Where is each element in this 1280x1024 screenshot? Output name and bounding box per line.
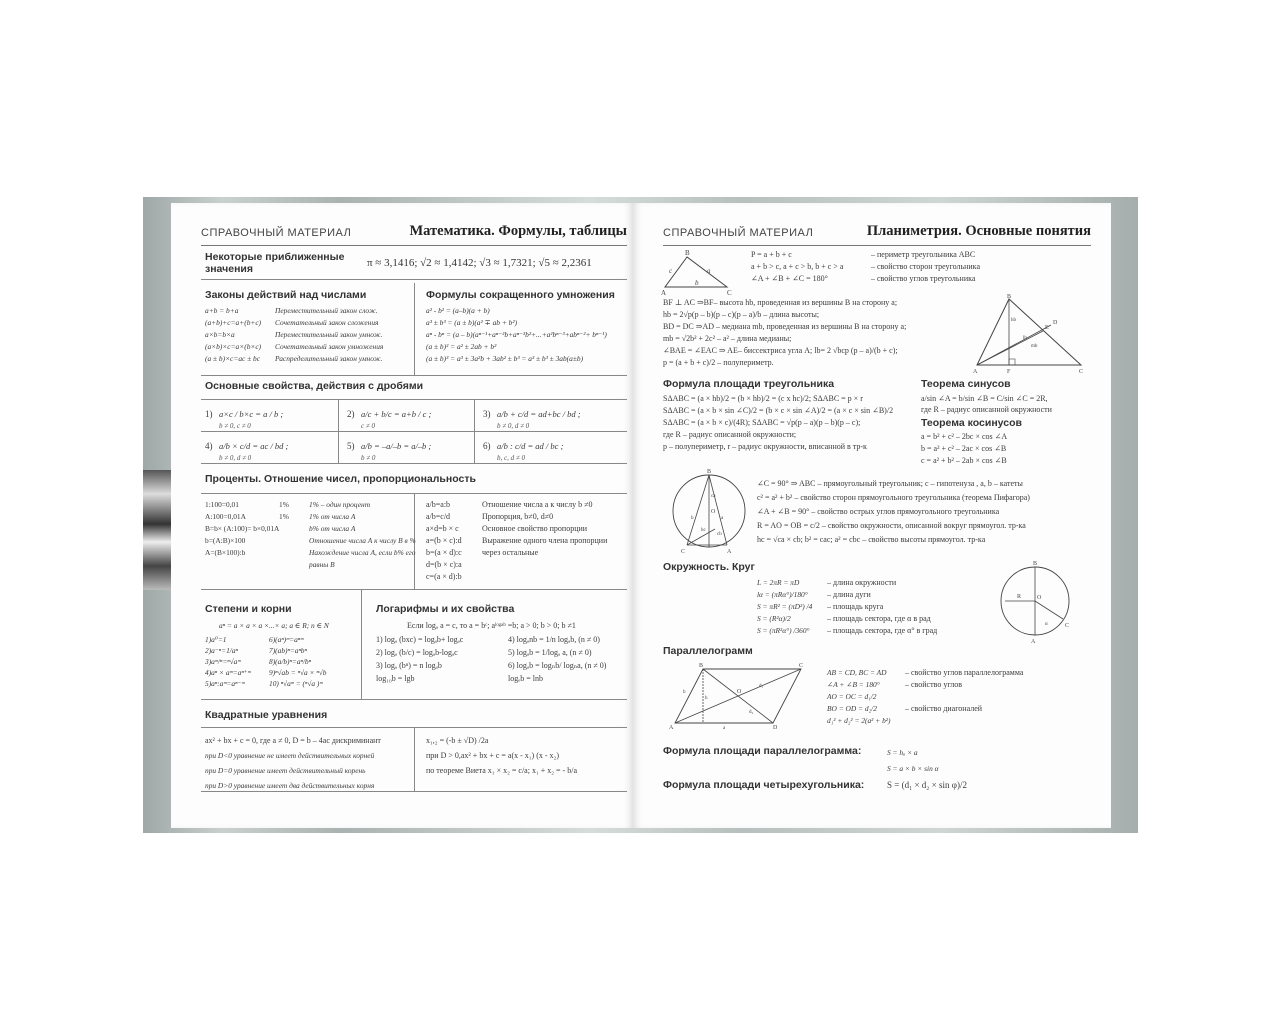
powers-heading: Степени и корни <box>205 603 292 615</box>
formula: AO = OC = d₁/2 <box>827 692 877 701</box>
fig-label: B <box>1033 561 1038 567</box>
formula: lα = (πRα°)/180° <box>757 590 808 599</box>
fig-label: b <box>695 279 699 287</box>
fraction-number: 6) <box>483 441 491 451</box>
cosines-heading: Теорема косинусов <box>921 417 1022 429</box>
triangle-figure <box>661 249 733 297</box>
list-item: SΔABC = (a × hb)/2 = (b × hb)/2 = (c x hc)/2; SΔABC = p × r <box>663 394 863 403</box>
description: равны В <box>309 560 335 569</box>
fig-label: A <box>669 725 674 731</box>
formula: 1:100=0,01 <box>205 500 239 509</box>
short-mult-list <box>426 305 607 365</box>
fig-label: hb <box>1011 318 1016 323</box>
fraction-expression: a×c / b×c = a / b ; <box>219 409 284 419</box>
list-item: SΔABC = (a × b × c)/(4R); SΔABC = √p(p – a)(p – b)(p – c); <box>663 418 861 427</box>
approx-heading-2: значения <box>205 263 253 275</box>
fig-label: D <box>773 725 778 731</box>
list-item: по теореме Виета x₁ × x₂ = c/a; x₁ + x₂ = - b/a <box>426 766 577 775</box>
percent-heading: Проценты. Отношение чисел, пропорциональность <box>205 473 476 485</box>
quad-area-heading: Формула площади четырехугольника: <box>663 779 865 791</box>
description: через остальные <box>482 548 539 557</box>
fig-label: D <box>1053 320 1058 326</box>
right-kicker: СПРАВОЧНЫЙ МАТЕРИАЛ <box>663 227 814 239</box>
formula: A=(B×100):b <box>205 548 246 557</box>
book-spine-reflection <box>143 470 173 590</box>
formula: b=(A:B)×100 <box>205 536 246 545</box>
fig-label: b <box>691 516 694 521</box>
divider <box>201 431 627 432</box>
right-triangle-circle-figure <box>671 469 751 555</box>
fraction-number: 5) <box>347 441 355 451</box>
divider <box>474 399 475 463</box>
description: – свойство диагоналей <box>905 704 983 713</box>
area-list <box>663 393 893 453</box>
description: 1% от числа А <box>309 512 356 521</box>
description: Выражение одного члена пропорции <box>482 536 608 545</box>
description: Отношение числа А к числу В в % <box>309 536 416 545</box>
description: Распределительный закон умнож. <box>275 354 383 363</box>
formula: 1)a⁰=1 <box>205 635 227 644</box>
description: 5) logₐb = 1/logₐ a, (n ≠ 0) <box>508 648 592 657</box>
powers-definition: aⁿ = a × a × a ×...× a; a ∈ R; n ∈ N <box>219 621 329 630</box>
formula: 1) logₐ (bxc) = logₐb+ logₐc <box>376 635 464 644</box>
description: Основное свойство пропорции <box>482 524 588 533</box>
divider <box>201 699 627 700</box>
formula: d₁² + d₂² = 2(a² + b²) <box>827 716 891 725</box>
fraction-condition: b ≠ 0, c ≠ 0 <box>219 422 251 430</box>
list-item: hb = 2√p(p – b)(p – c)(p – a)/b – длина высоты; <box>663 310 820 319</box>
right-page-title: Планиметрия. Основные понятия <box>866 223 1091 239</box>
formula: ∠A + ∠B = 180° <box>827 680 880 689</box>
parallelogram-heading: Параллелограмм <box>663 645 753 657</box>
fraction-number: 1) <box>205 409 213 419</box>
formula: b=(a × d):c <box>426 548 462 557</box>
list-item: при D<0 уравнение не имеет действительных корней <box>205 751 375 760</box>
fig-label: B <box>685 249 690 257</box>
list-item: c² = a² + b² – свойство сторон прямоугольного треугольника (теорема Пифагора) <box>757 493 1030 502</box>
formula: a=(b × c):d <box>426 536 462 545</box>
description: Переместительный закон умнож. <box>275 330 383 339</box>
list-item: c = a² + b² – 2ab × cos ∠B <box>921 456 1007 465</box>
fig-label: A <box>727 549 732 555</box>
parallelogram-figure <box>669 663 805 731</box>
description: b% от числа А <box>309 524 356 533</box>
divider <box>338 399 339 463</box>
fig-label: B <box>1007 294 1012 300</box>
description: Нахождение числа А, если b% его <box>309 548 416 557</box>
formula: BO = OD = d₂/2 <box>827 704 877 713</box>
list-item: a² - b² = (a–b)(a + b) <box>426 306 490 315</box>
right-triangle-list <box>757 477 1030 547</box>
fraction-condition: b ≠ 0 <box>361 454 376 462</box>
description: Сочетательный закон сложения <box>275 318 379 327</box>
quadratic-right-list <box>426 733 577 778</box>
description: 8)(a/b)ⁿ=aⁿ/bⁿ <box>269 657 311 666</box>
circle-heading: Окружность. Круг <box>663 561 755 573</box>
formula: d=(b × c):a <box>426 560 462 569</box>
fig-label: C <box>727 289 732 297</box>
formula: 3)aᵐ/ⁿ=ⁿ√aᵐ <box>205 657 241 666</box>
divider <box>201 589 627 590</box>
list-item: a = b² + c² – 2bc × cos ∠A <box>921 432 1008 441</box>
fig-label: mb <box>1031 344 1038 349</box>
sines-heading: Теорема синусов <box>921 378 1011 390</box>
quadratic-heading: Квадратные уравнения <box>205 709 328 721</box>
right-page <box>633 203 1111 828</box>
fig-label: C <box>1079 369 1084 375</box>
divider <box>201 279 627 280</box>
fig-label: C <box>681 549 686 555</box>
fig-label: O <box>1037 595 1042 601</box>
list-item: (a ± b)³ = a³ ± 3a²b + 3ab² ± b³ = a³ ± b³ ± 3ab(a±b) <box>426 354 584 363</box>
list-item: где R – радиус описанной окружности <box>921 405 1052 414</box>
description: – площадь сектора, где α° в град <box>827 626 938 635</box>
fig-label: C <box>1065 623 1070 629</box>
list-item: a³ ± b³ = (a ± b)(a² ∓ ab + b²) <box>426 318 518 327</box>
description: 1% – один процент <box>309 500 371 509</box>
divider <box>201 791 627 792</box>
description: – свойство углов треугольника <box>871 274 976 283</box>
fig-label: F <box>1007 369 1011 375</box>
fig-label: cb <box>717 532 722 537</box>
list-item: p = (a + b + c)/2 – полупериметр. <box>663 358 774 367</box>
description: Переместительный закон слож. <box>275 306 378 315</box>
approx-values: π ≈ 3,1416; √2 ≈ 1,4142; √3 ≈ 1,7321; √5 ≈ 2,2361 <box>367 257 592 269</box>
list-item: ∠BAE = ∠EAC ⇒ AE– биссектриса угла А; lb= 2 √bcp (p – a)/(b + c); <box>663 346 898 355</box>
formula: (a ± b)×c=ac ± bc <box>205 354 261 363</box>
formula: S = (πR²α°) /360° <box>757 626 810 635</box>
fraction-number: 2) <box>347 409 355 419</box>
fraction-condition: b ≠ 0, d ≠ 0 <box>497 422 530 430</box>
logs-heading: Логарифмы и их свойства <box>376 603 515 615</box>
list-item: aⁿ - bⁿ = (a – b)(aⁿ⁻¹+aⁿ⁻²b+aⁿ⁻³b²+...+a²bⁿ⁻³+abⁿ⁻²+ bⁿ⁻¹) <box>426 330 607 339</box>
divider <box>361 589 362 699</box>
list-item: S = hₐ × a <box>887 748 918 757</box>
fig-label: a <box>723 726 726 731</box>
fig-label: A <box>661 289 667 297</box>
fig-label: C <box>799 663 804 669</box>
fig-label: O <box>711 509 716 515</box>
description: – длина окружности <box>827 578 897 587</box>
fig-label: hc <box>701 528 706 533</box>
formula: (a×b)×c=a×(b×c) <box>205 342 262 351</box>
formula: 2) logₐ (b/c) = logₐb-logₐc <box>376 648 458 657</box>
fig-label: E <box>1045 325 1049 331</box>
par-area-heading: Формула площади параллелограмма: <box>663 745 862 757</box>
formula: 3) logₐ (bⁿ) = n logₐb <box>376 661 442 670</box>
list-item: ax² + bx + c = 0, где a ≠ 0, D = b – 4ac дискриминант <box>205 736 381 745</box>
left-kicker: СПРАВОЧНЫЙ МАТЕРИАЛ <box>201 227 352 239</box>
description: 10) ⁿ√aᵐ = (ⁿ√a )ᵐ <box>269 679 323 688</box>
description: Пропорция, b≠0, d≠0 <box>482 512 554 521</box>
description: Отношение числа a к числу b ≠0 <box>482 500 593 509</box>
fraction-condition: c ≠ 0 <box>361 422 375 430</box>
list-item: p – полупериметр, r – радиус окружности, вписанной в тр-к <box>663 442 867 451</box>
description: – площадь круга <box>827 602 884 611</box>
list-item: a/sin ∠A = b/sin ∠B = C/sin ∠C = 2R, <box>921 394 1048 403</box>
formula: B=b× (A:100)= b×0,01A <box>205 524 280 533</box>
fraction-number: 4) <box>205 441 213 451</box>
description: 4) logₐnb = 1/n logₐb, (n ≠ 0) <box>508 635 600 644</box>
triangle-heights-figure <box>973 294 1084 375</box>
list-item: hc = √ca × cb; b² = caс; a² = cbс – свойство высоты прямоугол. тр-ка <box>757 535 986 544</box>
description: 6) logₐb = logₙb/ logₙa, (n ≠ 0) <box>508 661 607 670</box>
list-item: SΔABC = (a × b × sin ∠C)/2 = (b × c × sin ∠A)/2 = (a × c × sin ∠B)/2 <box>663 406 894 415</box>
divider <box>201 399 627 400</box>
fraction-expression: a/b : c/d = ad / bc ; <box>497 441 564 451</box>
value: 1% <box>279 512 289 521</box>
description: – площадь сектора, где α в рад <box>827 614 931 623</box>
list-item: где R – радиус описанной окружности; <box>663 430 797 439</box>
fractions-heading: Основные свойства, действия с дробями <box>205 380 424 392</box>
formula: a×d=b × c <box>426 524 459 533</box>
formula: a + b > c, a + c > b, b + c > a <box>751 262 844 271</box>
divider <box>414 283 415 375</box>
quad-area-formula: S = (d₁ × d₂ × sin φ)/2 <box>887 780 967 790</box>
list-item: mb = √2b² + 2c² – a² – длина медианы; <box>663 334 792 343</box>
fig-label: a <box>707 267 711 275</box>
divider <box>201 463 627 464</box>
formula: A:100=0,01A <box>205 512 246 521</box>
formula: 4)aⁿ × aᵐ=aⁿ⁺ᵐ <box>205 668 251 677</box>
fraction-expression: a/b + c/d = ad+bc / bd ; <box>497 409 581 419</box>
fraction-expression: a/b × c/d = ac / bd ; <box>219 441 289 451</box>
fraction-condition: b ≠ 0, d ≠ 0 <box>219 454 252 462</box>
divider <box>201 375 627 376</box>
formula: P = a + b + c <box>751 250 792 259</box>
description: – свойство углов <box>905 680 962 689</box>
fraction-number: 3) <box>483 409 491 419</box>
right-page-header <box>663 225 1091 246</box>
list-item: b = a² + c² – 2ac × cos ∠B <box>921 444 1007 453</box>
list-item: R = AO = OB = c/2 – свойство окружности, описанной вокруг прямоугол. тр-ка <box>757 521 1026 530</box>
list-item: при D=0 уравнение имеет действительный корень <box>205 766 366 775</box>
laws-heading: Законы действий над числами <box>205 289 367 301</box>
left-page-header <box>201 225 627 246</box>
description: 9)ⁿ√ab = ⁿ√a × ⁿ√b <box>269 668 327 677</box>
cosines-list <box>921 431 1007 467</box>
formula: S = πR² = (πD²) /4 <box>757 602 813 611</box>
logs-definition: Если logₐ a = c, то a = bᶜ; aˡᵒᵍᵃᵇ =b; a > 0; b > 0; b ≠1 <box>407 621 576 630</box>
fig-label: A <box>1031 639 1036 645</box>
formula: c=(a × d):b <box>426 572 462 581</box>
fig-label: h <box>705 696 708 701</box>
list-item: ∠C = 90° ⇒ ABC – прямоугольный треугольник; c – гипотенуза , a, b – катеты <box>757 479 1023 488</box>
description: – свойство сторон треугольника <box>871 262 980 271</box>
fraction-expression: a/c + b/c = a+b / c ; <box>361 409 432 419</box>
description: logₑb = lnb <box>508 674 544 683</box>
fig-label: A <box>973 369 978 375</box>
formula: ∠A + ∠B + ∠C = 180° <box>751 274 828 283</box>
fig-label: R <box>1017 594 1022 600</box>
value: 1% <box>279 500 289 509</box>
fraction-condition: b, c, d ≠ 0 <box>497 454 525 462</box>
formula: 5)aⁿ:aᵐ=aⁿ⁻ᵐ <box>205 679 245 688</box>
formula: log₁₀b = lgb <box>376 674 415 683</box>
fig-label: b <box>683 690 686 695</box>
area-heading: Формула площади треугольника <box>663 378 835 390</box>
short-mult-heading: Формулы сокращенного умножения <box>426 289 615 301</box>
formula: a+b = b+a <box>205 306 239 315</box>
fig-label: a <box>721 516 724 521</box>
divider <box>414 727 415 791</box>
fig-label: ca <box>711 494 716 499</box>
fraction-expression: a/b = –a/–b = a/–b ; <box>361 441 432 451</box>
fig-label: O <box>737 689 742 695</box>
fig-label: B <box>707 469 712 475</box>
description: 7)(ab)ⁿ=aⁿbⁿ <box>269 646 307 655</box>
approx-heading-1: Некоторые приближенные <box>205 251 345 263</box>
list-item: ∠A + ∠B = 90° – свойство острых углов прямоугольного треугольника <box>757 507 1000 516</box>
sines-list <box>921 393 1052 415</box>
list-item: при D > 0,ax² + bx + c = a(x - x₁) (x - x₂) <box>426 751 559 760</box>
formula: a/b=a:b <box>426 500 451 509</box>
left-page-title: Математика. Формулы, таблицы <box>409 223 627 239</box>
par-area-list <box>887 745 939 777</box>
fig-label: d₂ <box>749 710 754 715</box>
fig-label: α <box>1045 622 1048 627</box>
list-item: x₁,₂ = (-b ± √D) /2a <box>426 736 489 745</box>
description: 6)(aⁿ)ᵐ=aⁿᵐ <box>269 635 304 644</box>
formula: a/b=c/d <box>426 512 451 521</box>
description: Сочетательный закон умножения <box>275 342 384 351</box>
triangle-lines <box>663 297 906 369</box>
formula: (a+b)+c=a+(b+c) <box>205 318 262 327</box>
description: – длина дуги <box>827 590 871 599</box>
formula: AB = CD, BC = AD <box>827 668 887 677</box>
list-item: при D>0 уравнение имеет два действительных корня <box>205 781 375 790</box>
fig-label: B <box>699 663 704 669</box>
description: – периметр треугольника АВС <box>871 250 976 259</box>
fig-label: d₁ <box>759 684 764 689</box>
formula: 2)a⁻ⁿ=1/aⁿ <box>205 646 238 655</box>
list-item: BF ⊥ AC ⇒BF– высота hb, проведенная из вершины В на сторону а; <box>663 298 898 307</box>
formula: S = (R²α)/2 <box>757 614 791 623</box>
fig-label: c <box>669 267 673 275</box>
circle-figure <box>999 561 1073 645</box>
formula: L = 2πR = πD <box>757 578 800 587</box>
list-item: (a ± b)² = a² ± 2ab + b² <box>426 342 497 351</box>
quadratic-left-list <box>205 733 381 793</box>
list-item: BD = DC ⇒AD – медиана mb, проведенная из вершины В на сторону а; <box>663 322 907 331</box>
fig-label: lb <box>1023 336 1027 341</box>
left-page <box>171 203 633 828</box>
list-item: S = a × b × sin α <box>887 764 939 773</box>
description: – свойство углов параллелограмма <box>905 668 1024 677</box>
formula: a×b=b×a <box>205 330 235 339</box>
